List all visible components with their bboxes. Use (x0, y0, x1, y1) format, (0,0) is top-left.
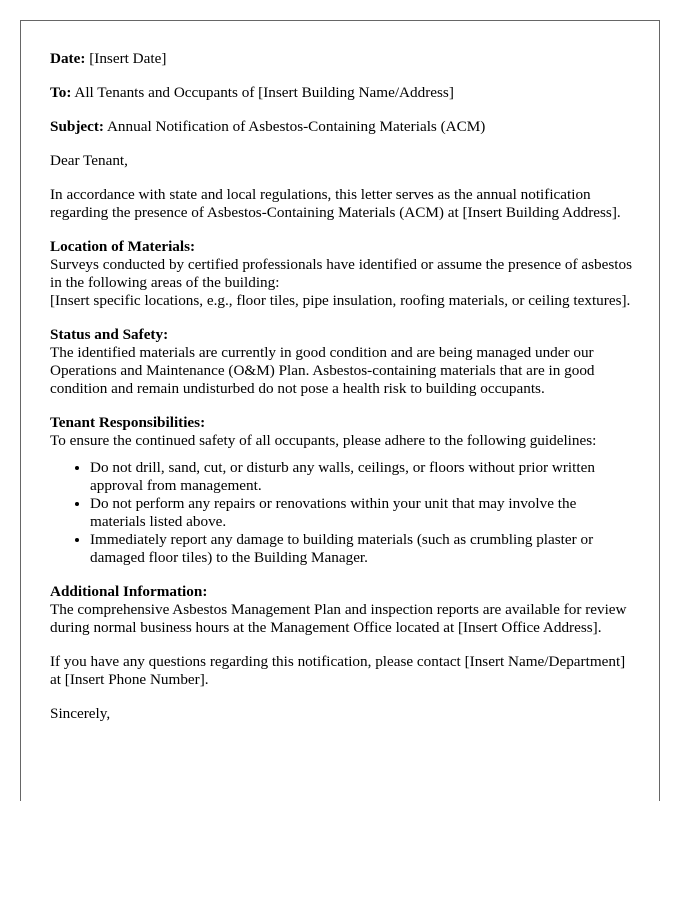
contact-paragraph: If you have any questions regarding this notification, please contact [Insert Name/Department] at [Insert Phone Number]. (50, 653, 626, 688)
guideline-item: • Do not perform any repairs or renovations within your unit that may involve the materials listed above. (90, 495, 634, 531)
location-heading: Location of Materials: (50, 238, 196, 255)
date-label: Date: (50, 50, 86, 67)
to-label: To: (50, 84, 72, 101)
subject-value: Annual Notification of Asbestos-Containing Materials (ACM) (106, 118, 486, 135)
closing: Sincerely, (50, 705, 111, 722)
intro-paragraph: In accordance with state and local regulations, this letter serves as the annual notification regarding the presence of Asbestos-Containing Materials (ACM) at [Insert Building Address]. (50, 186, 621, 221)
salutation: Dear Tenant, (50, 152, 128, 169)
to-line (50, 84, 634, 102)
letter-body (50, 50, 634, 739)
tenant-section (50, 414, 634, 450)
guideline-item: • Do not drill, sand, cut, or disturb any walls, ceilings, or floors without prior written approval from management. (90, 459, 634, 495)
location-section (50, 238, 634, 310)
date-value: [Insert Date] (89, 50, 167, 67)
letter-page (20, 20, 660, 801)
tenant-heading: Tenant Responsibilities: (50, 414, 206, 431)
subject-line (50, 118, 634, 136)
additional-section (50, 583, 634, 637)
date-line (50, 50, 634, 68)
additional-heading: Additional Information: (50, 583, 208, 600)
subject-label: Subject: (50, 118, 104, 135)
location-placeholder: [Insert specific locations, e.g., floor tiles, pipe insulation, roofing materials, or ceiling textures]. (50, 292, 631, 309)
status-heading: Status and Safety: (50, 326, 169, 343)
status-text: The identified materials are currently in good condition and are being managed under our Operations and Maintenance (O&M) Plan. Asbestos-containing materials that are in good condition and remain undisturbed do not pose a health risk to building occupants. (50, 344, 595, 397)
to-value: All Tenants and Occupants of [Insert Building Name/Address] (74, 84, 454, 101)
status-section (50, 326, 634, 398)
guideline-item: • Immediately report any damage to building materials (such as crumbling plaster or damaged floor tiles) to the Building Manager. (90, 531, 634, 567)
tenant-text: To ensure the continued safety of all occupants, please adhere to the following guidelines: (50, 432, 597, 449)
location-text: Surveys conducted by certified professionals have identified or assume the presence of asbestos in the following areas of the building: (50, 256, 633, 291)
additional-text: The comprehensive Asbestos Management Plan and inspection reports are available for review during normal business hours at the Management Office located at [Insert Office Address]. (50, 601, 627, 636)
guidelines-list (50, 459, 634, 567)
